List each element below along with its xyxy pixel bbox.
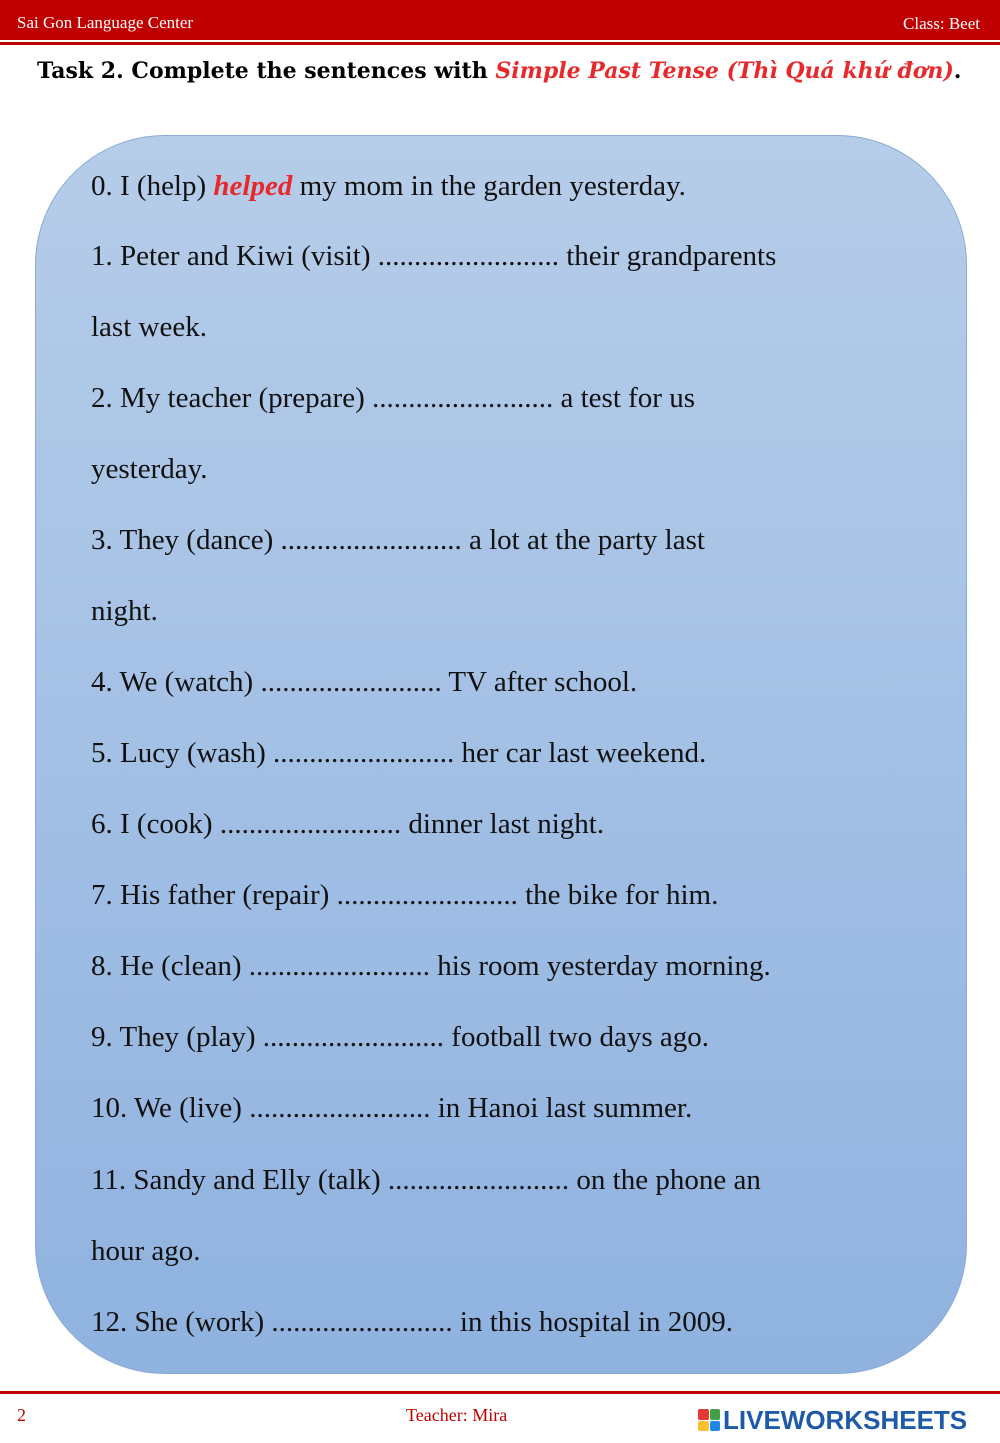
header-bar xyxy=(0,0,1000,40)
sentence-line: 3. They (dance) ......................... a lot at the party last xyxy=(91,524,705,556)
liveworksheets-logo[interactable] xyxy=(698,1404,967,1436)
sentence-line: 9. They (play) ......................... football two days ago. xyxy=(91,1021,710,1053)
sentence-line: 6. I (cook) ......................... dinner last night. xyxy=(91,808,605,840)
sentence-line: hour ago. xyxy=(91,1235,201,1267)
teacher-name: Teacher: Mira xyxy=(406,1405,508,1425)
logo-grid-icon xyxy=(698,1409,720,1431)
task-title-suffix: . xyxy=(953,58,962,84)
sentence-line: 2. My teacher (prepare) ......................... a test for us xyxy=(91,382,695,414)
sentence-line: 1. Peter and Kiwi (visit) ......................... their grandparents xyxy=(91,240,777,272)
example-answer: helped xyxy=(213,170,293,202)
sentence-line: 8. He (clean) ......................... his room yesterday morning. xyxy=(91,950,771,982)
example-sentence xyxy=(91,170,686,203)
task-title-highlight: Simple Past Tense (Thì Quá khứ đơn) xyxy=(495,58,954,84)
sentence-line: 12. She (work) ......................... in this hospital in 2009. xyxy=(91,1306,734,1338)
page-number: 2 xyxy=(17,1405,26,1425)
class-name: Class: Beet xyxy=(903,14,980,33)
center-name: Sai Gon Language Center xyxy=(17,13,194,32)
sentence-line: 11. Sandy and Elly (talk) ......................... on the phone an xyxy=(91,1164,761,1196)
sentence-line: last week. xyxy=(91,311,207,343)
sentence-line: 10. We (live) ......................... in Hanoi last summer. xyxy=(91,1092,693,1124)
header-rule xyxy=(0,42,1000,45)
sentence-line: yesterday. xyxy=(91,453,208,485)
example-after: my mom in the garden yesterday. xyxy=(292,170,686,202)
task-title xyxy=(37,56,967,87)
sentence-line: 7. His father (repair) ......................... the bike for him. xyxy=(91,879,719,911)
example-before: 0. I (help) xyxy=(91,170,214,202)
footer-rule xyxy=(0,1391,1000,1394)
task-title-prefix: Task 2. Complete the sentences with xyxy=(37,58,496,84)
sentence-line: 5. Lucy (wash) ......................... her car last weekend. xyxy=(91,737,707,769)
sentence-line: 4. We (watch) ......................... TV after school. xyxy=(91,666,638,698)
sentence-line: night. xyxy=(91,595,158,627)
logo-text: LIVEWORKSHEETS xyxy=(723,1404,968,1435)
